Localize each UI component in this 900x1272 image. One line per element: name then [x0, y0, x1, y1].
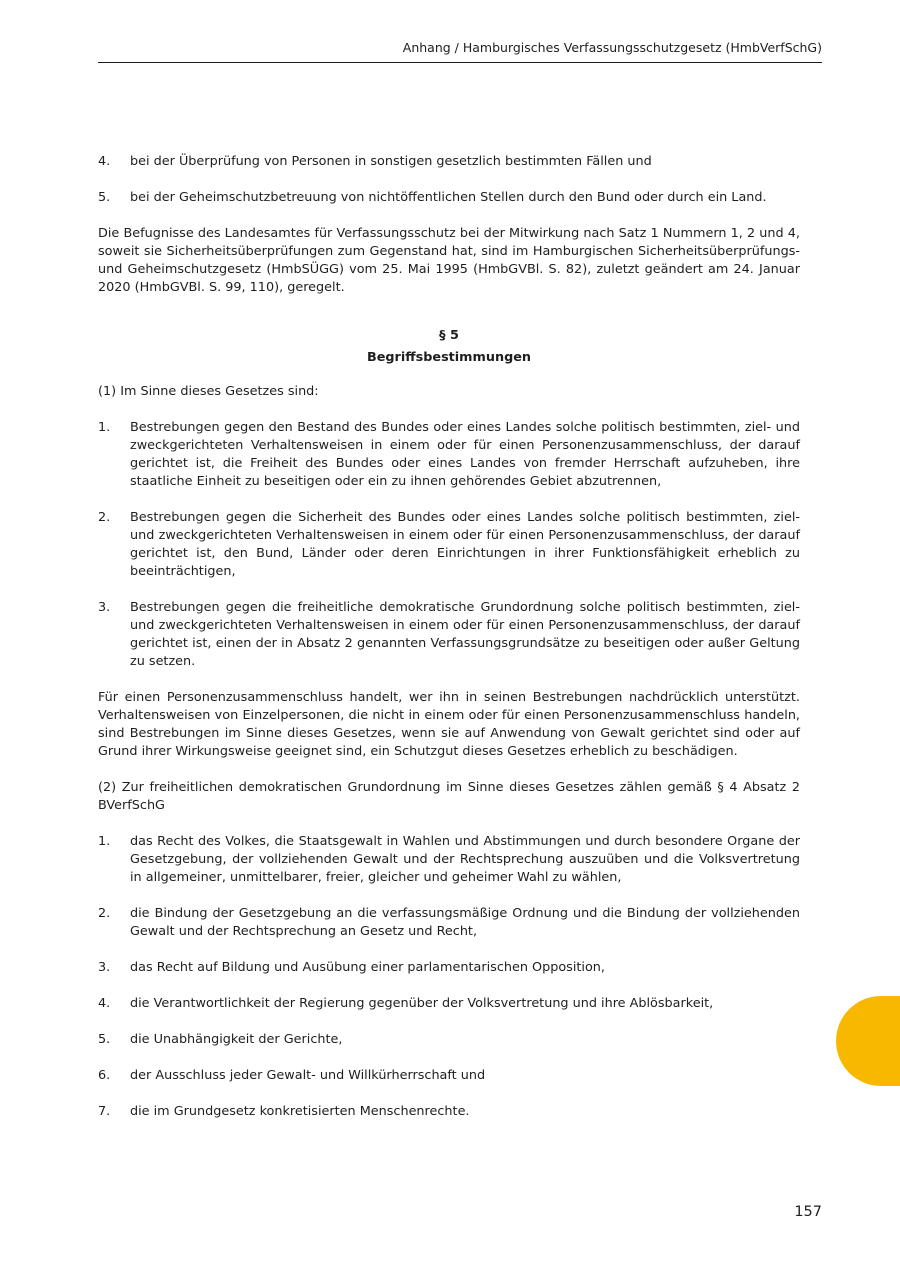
running-header — [98, 36, 822, 63]
list-item — [98, 189, 800, 207]
section-number: § 5 — [439, 328, 459, 343]
page-number: 157 — [794, 1204, 822, 1220]
page-content — [98, 153, 800, 1139]
header-title: Anhang / Hamburgisches Verfassungsschutzgesetz (HmbVerfSchG) — [402, 40, 822, 55]
list-item — [98, 959, 800, 977]
list-item — [98, 833, 800, 887]
list-item — [98, 1031, 800, 1049]
list-number: 5. — [98, 190, 111, 205]
list-text: die im Grundgesetz konkretisierten Menschenrechte. — [130, 1104, 470, 1119]
list-item — [98, 509, 800, 581]
list-text: die Unabhängigkeit der Gerichte, — [130, 1032, 343, 1047]
list-text: die Bindung der Gesetzgebung an die verfassungsmäßige Ordnung und die Bindung der vollziehenden Gewalt und der Rechtsprechung an Gesetz und Recht, — [130, 906, 800, 939]
list-item — [98, 995, 800, 1013]
list-number: 1. — [98, 834, 111, 849]
list-number: 3. — [98, 960, 111, 975]
paragraph-1-closing: Für einen Personenzusammenschluss handelt, wer ihn in seinen Bestrebungen nachdrücklich unterstützt. Verhaltensweisen von Einzelpersonen, die nicht in einem oder für einen Personenzusammenschluss handeln, sind Bestrebungen im Sinne dieses Gesetzes, wenn sie auf Anwendung von Gewalt gerichtet sind oder auf Grund ihrer Wirkungsweise geeignet sind, ein Schutzgut dieses Gesetzes erheblich zu beschädigen. — [98, 690, 800, 759]
list-number: 2. — [98, 510, 111, 525]
list-text: die Verantwortlichkeit der Regierung gegenüber der Volksvertretung und ihre Ablösbarkeit, — [130, 996, 714, 1011]
paragraph-1-intro: (1) Im Sinne dieses Gesetzes sind: — [98, 384, 319, 399]
list-number: 4. — [98, 996, 111, 1011]
list-number: 5. — [98, 1032, 111, 1047]
section-title: Begriffsbestimmungen — [366, 350, 532, 365]
list-number: 3. — [98, 600, 111, 615]
list-text: Bestrebungen gegen die freiheitliche demokratische Grundordnung solche politisch bestimmten, ziel- und zweckgerichteten Verhaltensweisen in einem oder für einen Personenzusammenschluss, der darauf gerichtet ist, einen der in Absatz 2 genannten Verfassungsgrundsätze zu beseitigen oder außer Geltung zu setzen. — [130, 600, 800, 669]
intro-paragraph: Die Befugnisse des Landesamtes für Verfassungsschutz bei der Mitwirkung nach Satz 1 Nummern 1, 2 und 4, soweit sie Sicherheitsüberprüfungen zum Gegenstand hat, sind im Hamburgischen Sicherheitsüberprüfungs- und Geheimschutzgesetz (HmbSÜGG) vom 25. Mai 1995 (HmbGVBl. S. 82), zuletzt geändert am 24. Januar 2020 (HmbGVBl. S. 99, 110), geregelt. — [98, 226, 800, 295]
paragraph-2-intro: (2) Zur freiheitlichen demokratischen Grundordnung im Sinne dieses Gesetzes zählen gemäß § 4 Absatz 2 BVerfSchG — [98, 780, 800, 813]
list-number: 4. — [98, 154, 111, 169]
list-item — [98, 1103, 800, 1121]
list-number: 2. — [98, 906, 111, 921]
list-item — [98, 1067, 800, 1085]
list-number: 6. — [98, 1068, 111, 1083]
list-text: bei der Geheimschutzbetreuung von nichtöffentlichen Stellen durch den Bund oder durch ein Land. — [130, 190, 767, 205]
list-item — [98, 599, 800, 671]
list-text: das Recht des Volkes, die Staatsgewalt in Wahlen und Abstimmungen und durch besondere Organe der Gesetzgebung, der vollziehenden Gewalt und der Rechtsprechung auszuüben und die Volksvertretung in allgemeiner, unmittelbarer, freier, gleicher und geheimer Wahl zu wählen, — [130, 834, 800, 885]
section-heading — [98, 325, 800, 369]
list-text: der Ausschluss jeder Gewalt- und Willkürherrschaft und — [130, 1068, 486, 1083]
list-text: das Recht auf Bildung und Ausübung einer parlamentarischen Opposition, — [130, 960, 605, 975]
chapter-tab-marker — [836, 996, 900, 1086]
list-number: 1. — [98, 420, 111, 435]
list-text: Bestrebungen gegen die Sicherheit des Bundes oder eines Landes solche politisch bestimmten, ziel- und zweckgerichteten Verhaltensweisen in einem oder für einen Personenzusammenschluss, der darauf gerichtet ist, den Bund, Länder oder deren Einrichtungen in ihrer Funktionsfähigkeit erheblich zu beeinträchtigen, — [130, 510, 800, 579]
list-item — [98, 419, 800, 491]
list-text: bei der Überprüfung von Personen in sonstigen gesetzlich bestimmten Fällen und — [130, 154, 652, 169]
list-item — [98, 153, 800, 171]
list-text: Bestrebungen gegen den Bestand des Bundes oder eines Landes solche politisch bestimmten, ziel- und zweckgerichteten Verhaltensweisen in einem oder für einen Personenzusammenschluss, der darauf gerichtet ist, die Freiheit des Bundes oder eines Landes von fremder Herrschaft aufzuheben, ihre staatliche Einheit zu beseitigen oder ein zu ihnen gehörendes Gebiet abzutrennen, — [130, 420, 800, 489]
list-item — [98, 905, 800, 941]
list-number: 7. — [98, 1104, 111, 1119]
